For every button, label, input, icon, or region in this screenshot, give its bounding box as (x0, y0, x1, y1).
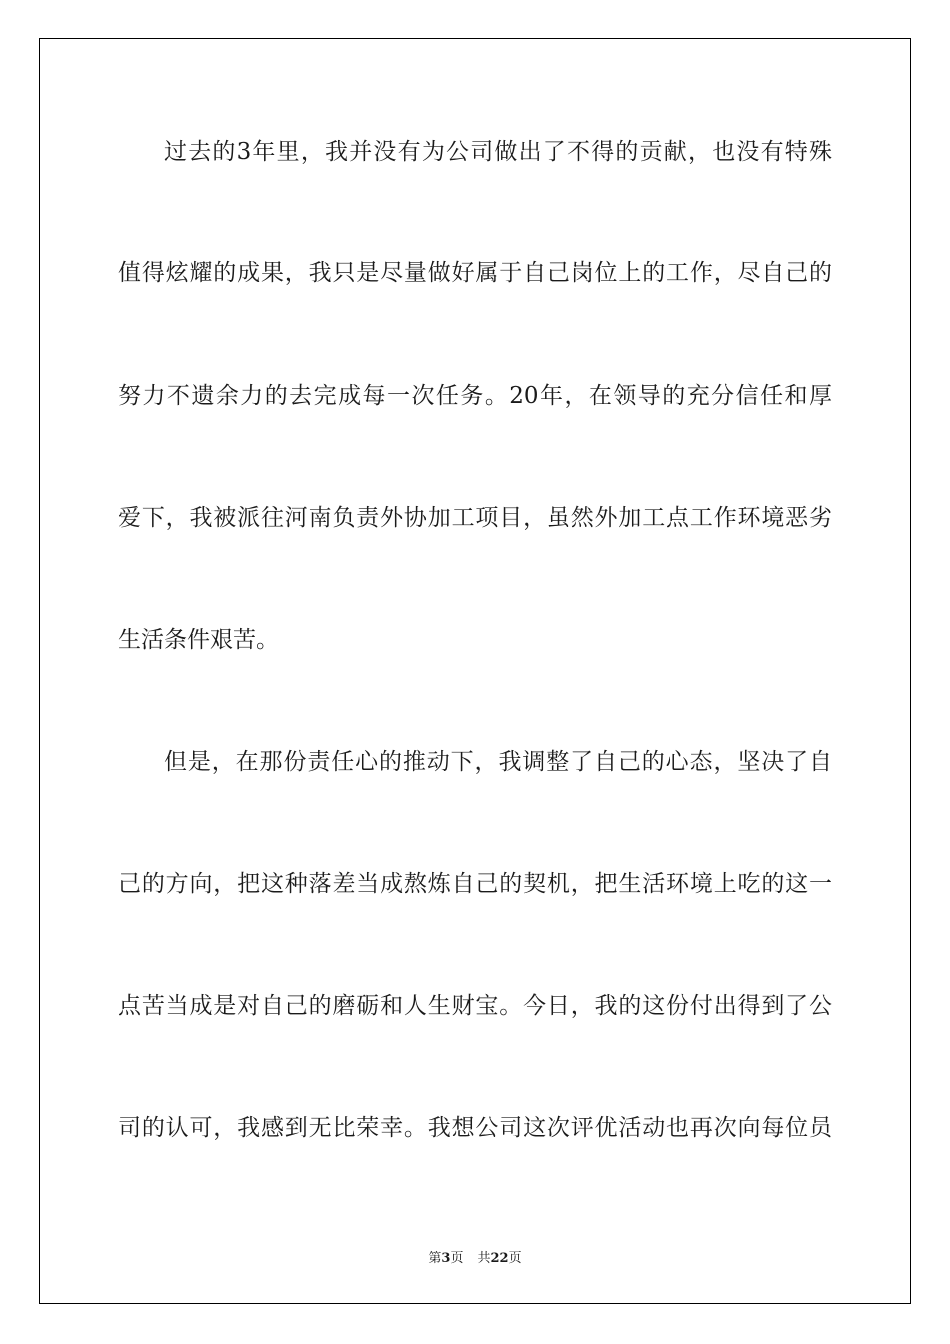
footer-page-suffix: 页 (450, 1251, 464, 1266)
paragraph-2-line-1: 但是，在那份责任心的推动下，我调整了自己的心态，坚决了自 (164, 749, 832, 775)
paragraph-1-line-2: 值得炫耀的成果，我只是尽量做好属于自己岗位上的工作，尽自己的 (118, 260, 832, 286)
page-footer (0, 1247, 950, 1266)
footer-total-prefix: 共 (477, 1251, 491, 1266)
paragraph-1-line-4: 爱下，我被派往河南负责外协加工项目，虽然外加工点工作环境恶劣 (118, 505, 832, 531)
paragraph-2-line-3: 点苦当成是对自己的磨砺和人生财宝。今日，我的这份付出得到了公 (118, 993, 832, 1019)
footer-total-suffix: 页 (508, 1251, 522, 1266)
footer-page-prefix: 第 (428, 1251, 442, 1266)
paragraph-1-line-3: 努力不遗余力的去完成每一次任务。20年，在领导的充分信任和厚 (118, 383, 832, 409)
footer-page-number: 3 (441, 1251, 451, 1266)
paragraph-2-line-2: 己的方向，把这种落差当成熬炼自己的契机，把生活环境上吃的这一 (118, 871, 832, 897)
paragraph-1-line-5: 生活条件艰苦。 (118, 627, 279, 653)
footer-total-pages: 22 (490, 1251, 509, 1266)
paragraph-2-line-4: 司的认可，我感到无比荣幸。我想公司这次评优活动也再次向每位员 (118, 1115, 832, 1141)
paragraph-1-line-1: 过去的3年里，我并没有为公司做出了不得的贡献，也没有特殊 (164, 139, 832, 165)
